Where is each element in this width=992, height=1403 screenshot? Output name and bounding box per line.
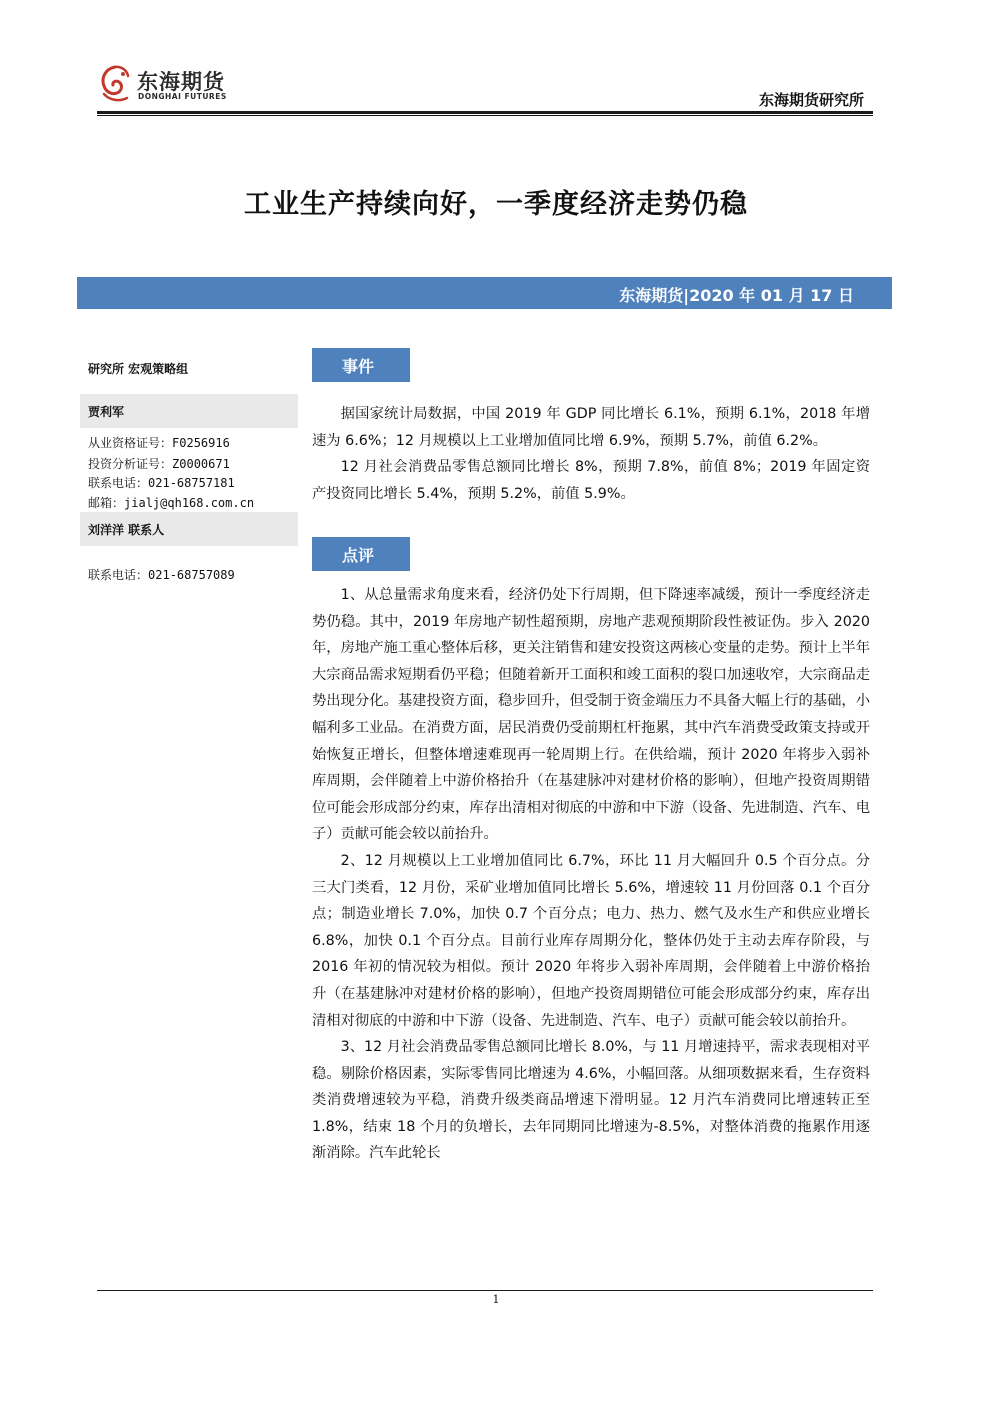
page-header (0, 0, 992, 120)
qualification-cert (88, 434, 230, 451)
date-banner (77, 277, 892, 309)
section-heading-comment-label: 点评 (342, 546, 375, 565)
logo-chinese-name: 东海期货 (137, 70, 225, 94)
event-paragraph-1: 据国家统计局数据，中国 2019 年 GDP 同比增长 6.1%，预期 6.1%，2018 年增速为 6.6%；12 月规模以上工业增加值同比增 6.9%，预期 5.7%，前值 6.2%。 (312, 406, 870, 449)
analyst-phone-value: 021-68757181 (148, 476, 235, 490)
contact-name: 刘洋洋 联系人 (88, 523, 165, 537)
header-rule (97, 111, 873, 114)
event-paragraph-2: 12 月社会消费品零售总额同比增长 8%，预期 7.8%，前值 8%；2019 年固定资产投资同比增长 5.4%，预期 5.2%，前值 5.9%。 (312, 459, 870, 502)
footer-rule (97, 1290, 873, 1291)
analyst-email-value[interactable]: jialj@qh168.com.cn (124, 496, 255, 510)
institute-name: 东海期货研究所 (758, 91, 864, 109)
donghai-logo (97, 64, 237, 108)
analyst-name-bar (80, 394, 298, 428)
event-body (312, 401, 870, 507)
section-heading-event-label: 事件 (342, 357, 375, 376)
contact-phone (88, 566, 235, 583)
report-title: 工业生产持续向好，一季度经济走势仍稳 (244, 189, 748, 220)
analyst-email (88, 494, 254, 511)
qualification-cert-value: F0256916 (172, 436, 230, 450)
qualification-cert-label: 从业资格证号： (88, 436, 173, 450)
comment-paragraph-1: 1、从总量需求角度来看，经济仍处下行周期，但下降速率减缓，预计一季度经济走势仍稳。其中，2019 年房地产韧性超预期，房地产悲观预期阶段性被证伪。步入 2020 年，房地产施工重心整体后移，更关注销售和建安投资这两核心变量的走势。预计上半年大宗商品需求短期看仍平稳；但随着新开工面积和竣工面积的裂口加速收窄，大宗商品走势出现分化。基建投资方面，稳步回升，但受制于资金端压力不具备大幅上行的基础，小幅利多工业品。在消费方面，居民消费仍受前期杠杆拖累，其中汽车消费受政策支持或开始恢复正增长，但整体增速难现再一轮周期上行。在供给端，预计 2020 年将步入弱补库周期，会伴随着上中游价格抬升（在基建脉冲对建材价格的影响），但地产投资周期错位可能会形成部分约束，库存出清相对彻底的中游和中下游（设备、先进制造、汽车、电子）贡献可能会较以前抬升。 (312, 587, 870, 843)
dragon-logo-icon (97, 64, 133, 106)
department-label: 研究所 宏观策略组 (88, 362, 189, 376)
header-rule-thin (97, 115, 873, 116)
analyst-phone-label: 联系电话： (88, 476, 149, 490)
contact-phone-label: 联系电话： (88, 568, 149, 582)
contact-phone-value: 021-68757089 (148, 568, 235, 582)
comment-paragraph-2: 2、12 月规模以上工业增加值同比 6.7%，环比 11 月大幅回升 0.5 个百分点。分三大门类看，12 月份，采矿业增加值同比增长 5.6%，增速较 11 月份回落 0.1 个百分点；制造业增长 7.0%，加快 0.7 个百分点；电力、热力、燃气及水生产和供应业增长 6.8%，加快 0.1 个百分点。目前行业库存周期分化，整体仍处于主动去库存阶段，与 2016 年初的情况较为相似。预计 2020 年将步入弱补库周期，会伴随着上中游价格抬升（在基建脉冲对建材价格的影响），但地产投资周期错位可能会形成部分约束，库存出清相对彻底的中游和中下游（设备、先进制造、汽车、电子）贡献可能会较以前抬升。 (312, 852, 870, 1029)
banner-text: 东海期货|2020 年 01 月 17 日 (619, 286, 854, 305)
section-heading-comment (312, 537, 410, 571)
comment-body (312, 582, 870, 1167)
analyst-email-label: 邮箱： (88, 496, 125, 510)
comment-paragraph-3: 3、12 月社会消费品零售总额同比增长 8.0%，与 11 月增速持平，需求表现相对平稳。剔除价格因素，实际零售同比增速为 4.6%，小幅回落。从细项数据来看，生存资料类消费增速较为平稳，消费升级类商品增速下滑明显。12 月汽车消费同比增速转正至 1.8%，结束 18 个月的负增长，去年同期同比增速为-8.5%，对整体消费的拖累作用逐渐消除。汽车此轮长 (312, 1039, 870, 1162)
section-heading-event (312, 348, 410, 382)
contact-name-bar (80, 512, 298, 546)
page-number: 1 (492, 1293, 500, 1306)
logo-english-name: DONGHAI FUTURES (138, 92, 227, 101)
analysis-cert-label: 投资分析证号： (88, 457, 173, 471)
analyst-name: 贾利军 (88, 405, 125, 419)
analyst-phone (88, 474, 235, 491)
analysis-cert (88, 455, 230, 472)
analysis-cert-value: Z0000671 (172, 457, 230, 471)
